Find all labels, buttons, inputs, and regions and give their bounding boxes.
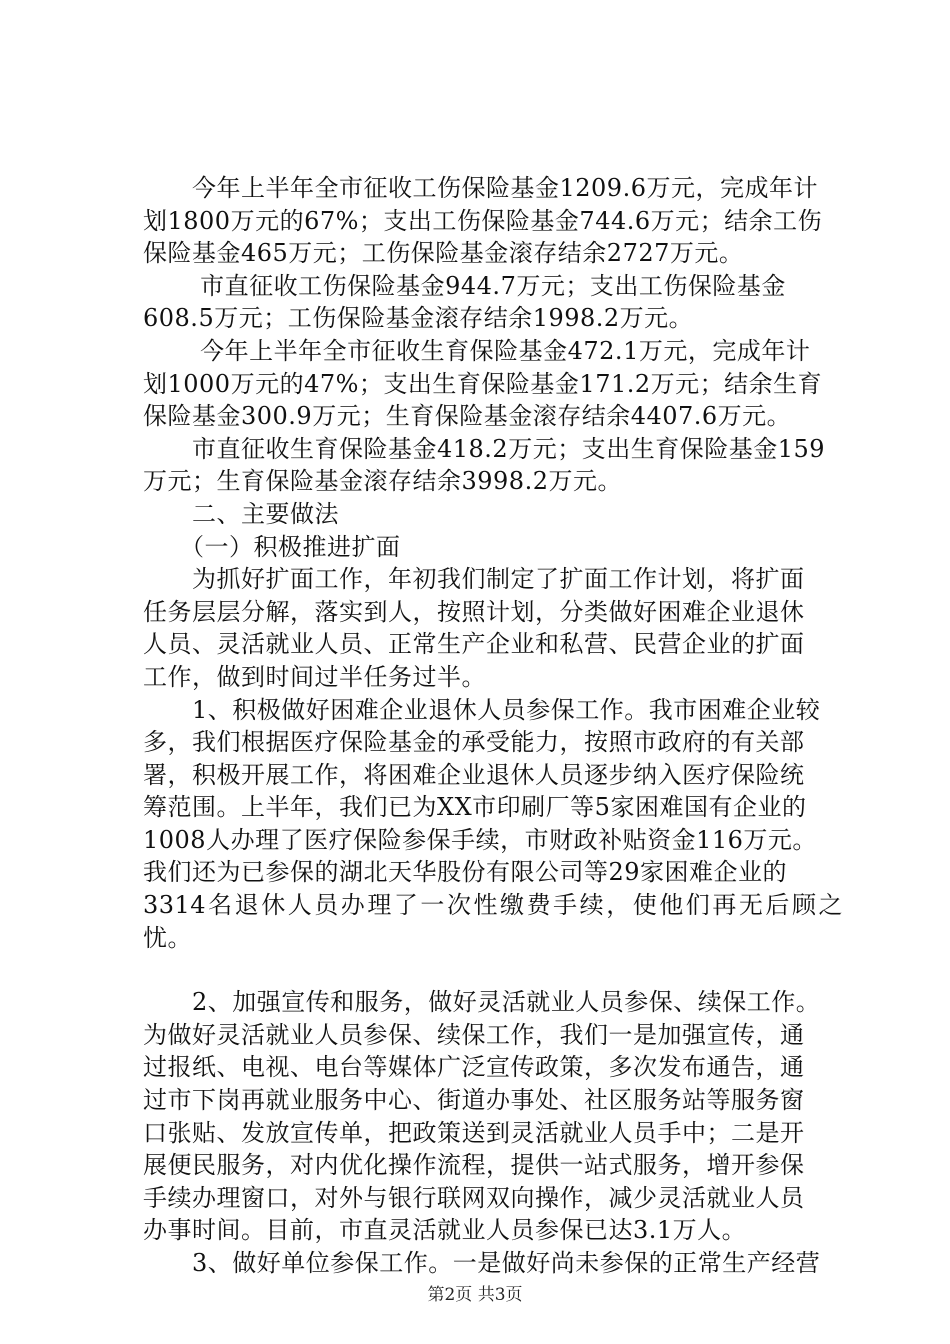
document-body bbox=[143, 172, 843, 1280]
text-line: 过市下岗再就业服务中心、街道办事处、社区服务站等服务窗 bbox=[143, 1086, 805, 1115]
text-line: 办事时间。目前，市直灵活就业人员参保已达3.1万人。 bbox=[143, 1216, 747, 1245]
page-footer: 第2页 共3页 bbox=[427, 1285, 523, 1305]
text-line: 608.5万元；工伤保险基金滚存结余1998.2万元。 bbox=[143, 304, 694, 333]
text-line: 1008人办理了医疗保险参保手续，市财政补贴资金116万元。 bbox=[143, 825, 817, 854]
text-line: 保险基金465万元；工伤保险基金滚存结余2727万元。 bbox=[143, 239, 744, 268]
text-line: 人员、灵活就业人员、正常生产企业和私营、民营企业的扩面 bbox=[143, 630, 805, 659]
text-line: 市直征收生育保险基金418.2万元；支出生育保险基金159 bbox=[143, 434, 826, 463]
text-line: 为做好灵活就业人员参保、续保工作，我们一是加强宣传，通 bbox=[143, 1020, 805, 1049]
paragraph-gap bbox=[143, 954, 843, 986]
text-line: 保险基金300.9万元；生育保险基金滚存结余4407.6万元。 bbox=[143, 402, 792, 431]
text-line: 3、做好单位参保工作。一是做好尚未参保的正常生产经营 bbox=[143, 1249, 821, 1277]
text-line: 万元；生育保险基金滚存结余3998.2万元。 bbox=[143, 467, 622, 496]
text-line: 口张贴、发放宣传单，把政策送到灵活就业人员手中；二是开 bbox=[143, 1118, 805, 1147]
text-line: 任务层层分解，落实到人，按照计划，分类做好困难企业退休 bbox=[143, 597, 805, 626]
text-line: 市直征收工伤保险基金944.7万元；支出工伤保险基金 bbox=[143, 271, 786, 300]
text-line: 我们还为已参保的湖北天华股份有限公司等29家困难企业的 bbox=[143, 858, 788, 887]
text-line: 今年上半年全市征收生育保险基金472.1万元，完成年计 bbox=[143, 336, 811, 365]
text-line: 工作，做到时间过半任务过半。 bbox=[143, 662, 486, 691]
text-line: 3314名退休人员办理了一次性缴费手续，使他们再无后顾之忧。 bbox=[143, 891, 843, 952]
text-line: 1、积极做好困难企业退休人员参保工作。我市困难企业较 bbox=[143, 695, 821, 724]
text-line: 今年上半年全市征收工伤保险基金1209.6万元，完成年计 bbox=[143, 174, 818, 202]
text-line: 划1800万元的67%；支出工伤保险基金744.6万元；结余工伤 bbox=[143, 206, 823, 235]
section-heading: 二、主要做法 bbox=[143, 499, 339, 528]
text-line: 署，积极开展工作，将困难企业退休人员逐步纳入医疗保险统 bbox=[143, 760, 805, 789]
text-line: 过报纸、电视、电台等媒体广泛宣传政策，多次发布通告，通 bbox=[143, 1053, 805, 1082]
text-line: 2、加强宣传和服务，做好灵活就业人员参保、续保工作。 bbox=[143, 988, 821, 1017]
subsection-heading: （一）积极推进扩面 bbox=[143, 532, 401, 561]
text-line: 手续办理窗口，对外与银行联网双向操作，减少灵活就业人员 bbox=[143, 1183, 805, 1212]
text-line: 展便民服务，对内优化操作流程，提供一站式服务，增开参保 bbox=[143, 1151, 805, 1180]
text-line: 多，我们根据医疗保险基金的承受能力，按照市政府的有关部 bbox=[143, 728, 805, 757]
text-line: 筹范围。上半年，我们已为XX市印刷厂等5家困难国有企业的 bbox=[143, 793, 807, 822]
text-line: 划1000万元的47%；支出生育保险基金171.2万元；结余生育 bbox=[143, 369, 823, 398]
text-line: 为抓好扩面工作，年初我们制定了扩面工作计划，将扩面 bbox=[143, 565, 805, 594]
